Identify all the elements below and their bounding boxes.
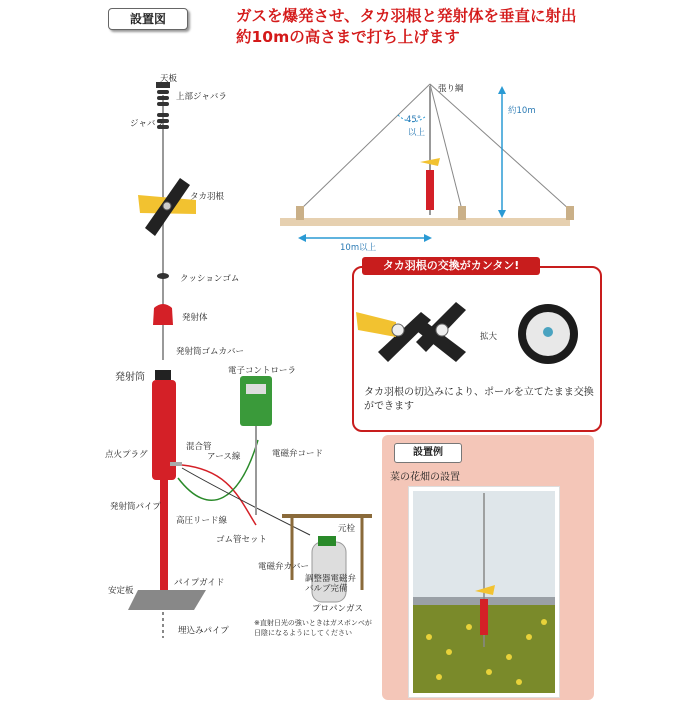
label-note: ※直射日光の強いときはガスボンベが 日陰になるようにしてください [254,619,372,637]
launcher-pipe-shape [160,480,168,590]
guy-wire-right [430,84,570,210]
cushion-rubber-shape [157,273,169,279]
label-cushion-rubber: クッションゴム [180,274,240,284]
label-guy-wire: 張り綱 [438,84,464,94]
label-pipe-guide: パイプガイド [174,578,225,588]
field-photo [409,487,559,697]
hawk-wing-shape [138,178,196,236]
field-diagram [270,70,580,260]
label-projectile: 発射体 [182,313,208,323]
label-angle-sub: 以上 [408,128,426,138]
controller-shape [240,376,272,426]
callout-illustration [356,282,596,386]
example-caption: 菜の花畑の設置 [390,472,460,483]
spark-plug-shape [170,462,182,466]
label-main-valve: 元栓 [338,524,356,534]
label-earth-wire: アース線 [207,452,241,462]
launcher-rubber-cover-shape [155,370,171,380]
guy-wire-left [300,84,430,210]
label-stabilizer: 安定板 [108,586,134,596]
zoom-label: 拡大 [480,332,498,342]
field-launcher [426,170,434,210]
headline-line-2: 約10mの高さまで打ち上げます [236,28,460,46]
label-buried-pipe: 埋込みパイプ [178,626,229,636]
label-regulator-valve: 調整器電磁弁 バルブ完備 [305,574,357,594]
label-launcher-rubber-cover: 発射筒ゴムカバー [176,347,245,357]
ground-strip [280,218,570,226]
example-tag: 設置例 [394,443,462,463]
stabilizer-shape [128,590,206,610]
label-upper-bellows: 上部ジャバラ [176,92,227,102]
label-solenoid-cover: 電磁弁カバー [258,562,310,572]
label-hawk-wing: タカ羽根 [190,192,225,202]
callout-text: タカ羽根の切込みにより、ポールを立てたまま交換ができます [364,387,594,412]
headline-line-1: ガスを爆発させ、タカ羽根と発射体を垂直に射出 [236,7,577,25]
callout-title: タカ羽根の交換がカンタン! [362,257,540,275]
guy-wire-mid [430,84,462,210]
label-spark-plug: 点火プラグ [105,450,148,460]
label-distance: 10m以上 [340,243,377,253]
label-angle: 45° [406,115,422,125]
label-solenoid-cord: 電磁弁コード [272,449,324,459]
label-bellows: ジャバラ [130,119,164,129]
label-launcher: 発射筒 [115,372,145,383]
example-photo [408,486,560,698]
label-tenban: 天板 [160,74,178,84]
upper-bellows [157,90,169,106]
label-height: 約10m [508,106,536,116]
label-hv-lead: 高圧リード線 [176,516,228,526]
label-launcher-pipe: 発射筒パイプ [110,502,161,512]
section-tag: 設置図 [108,8,188,30]
solenoid-valve-shape [318,536,336,546]
label-electronic-controller: 電子コントローラ [228,366,297,376]
label-rubber-tube-set: ゴム管セット [216,535,268,545]
projectile-shape [153,304,173,325]
label-mixing-tube: 混合管 [186,442,212,452]
label-propane-gas: プロパンガス [312,604,364,614]
